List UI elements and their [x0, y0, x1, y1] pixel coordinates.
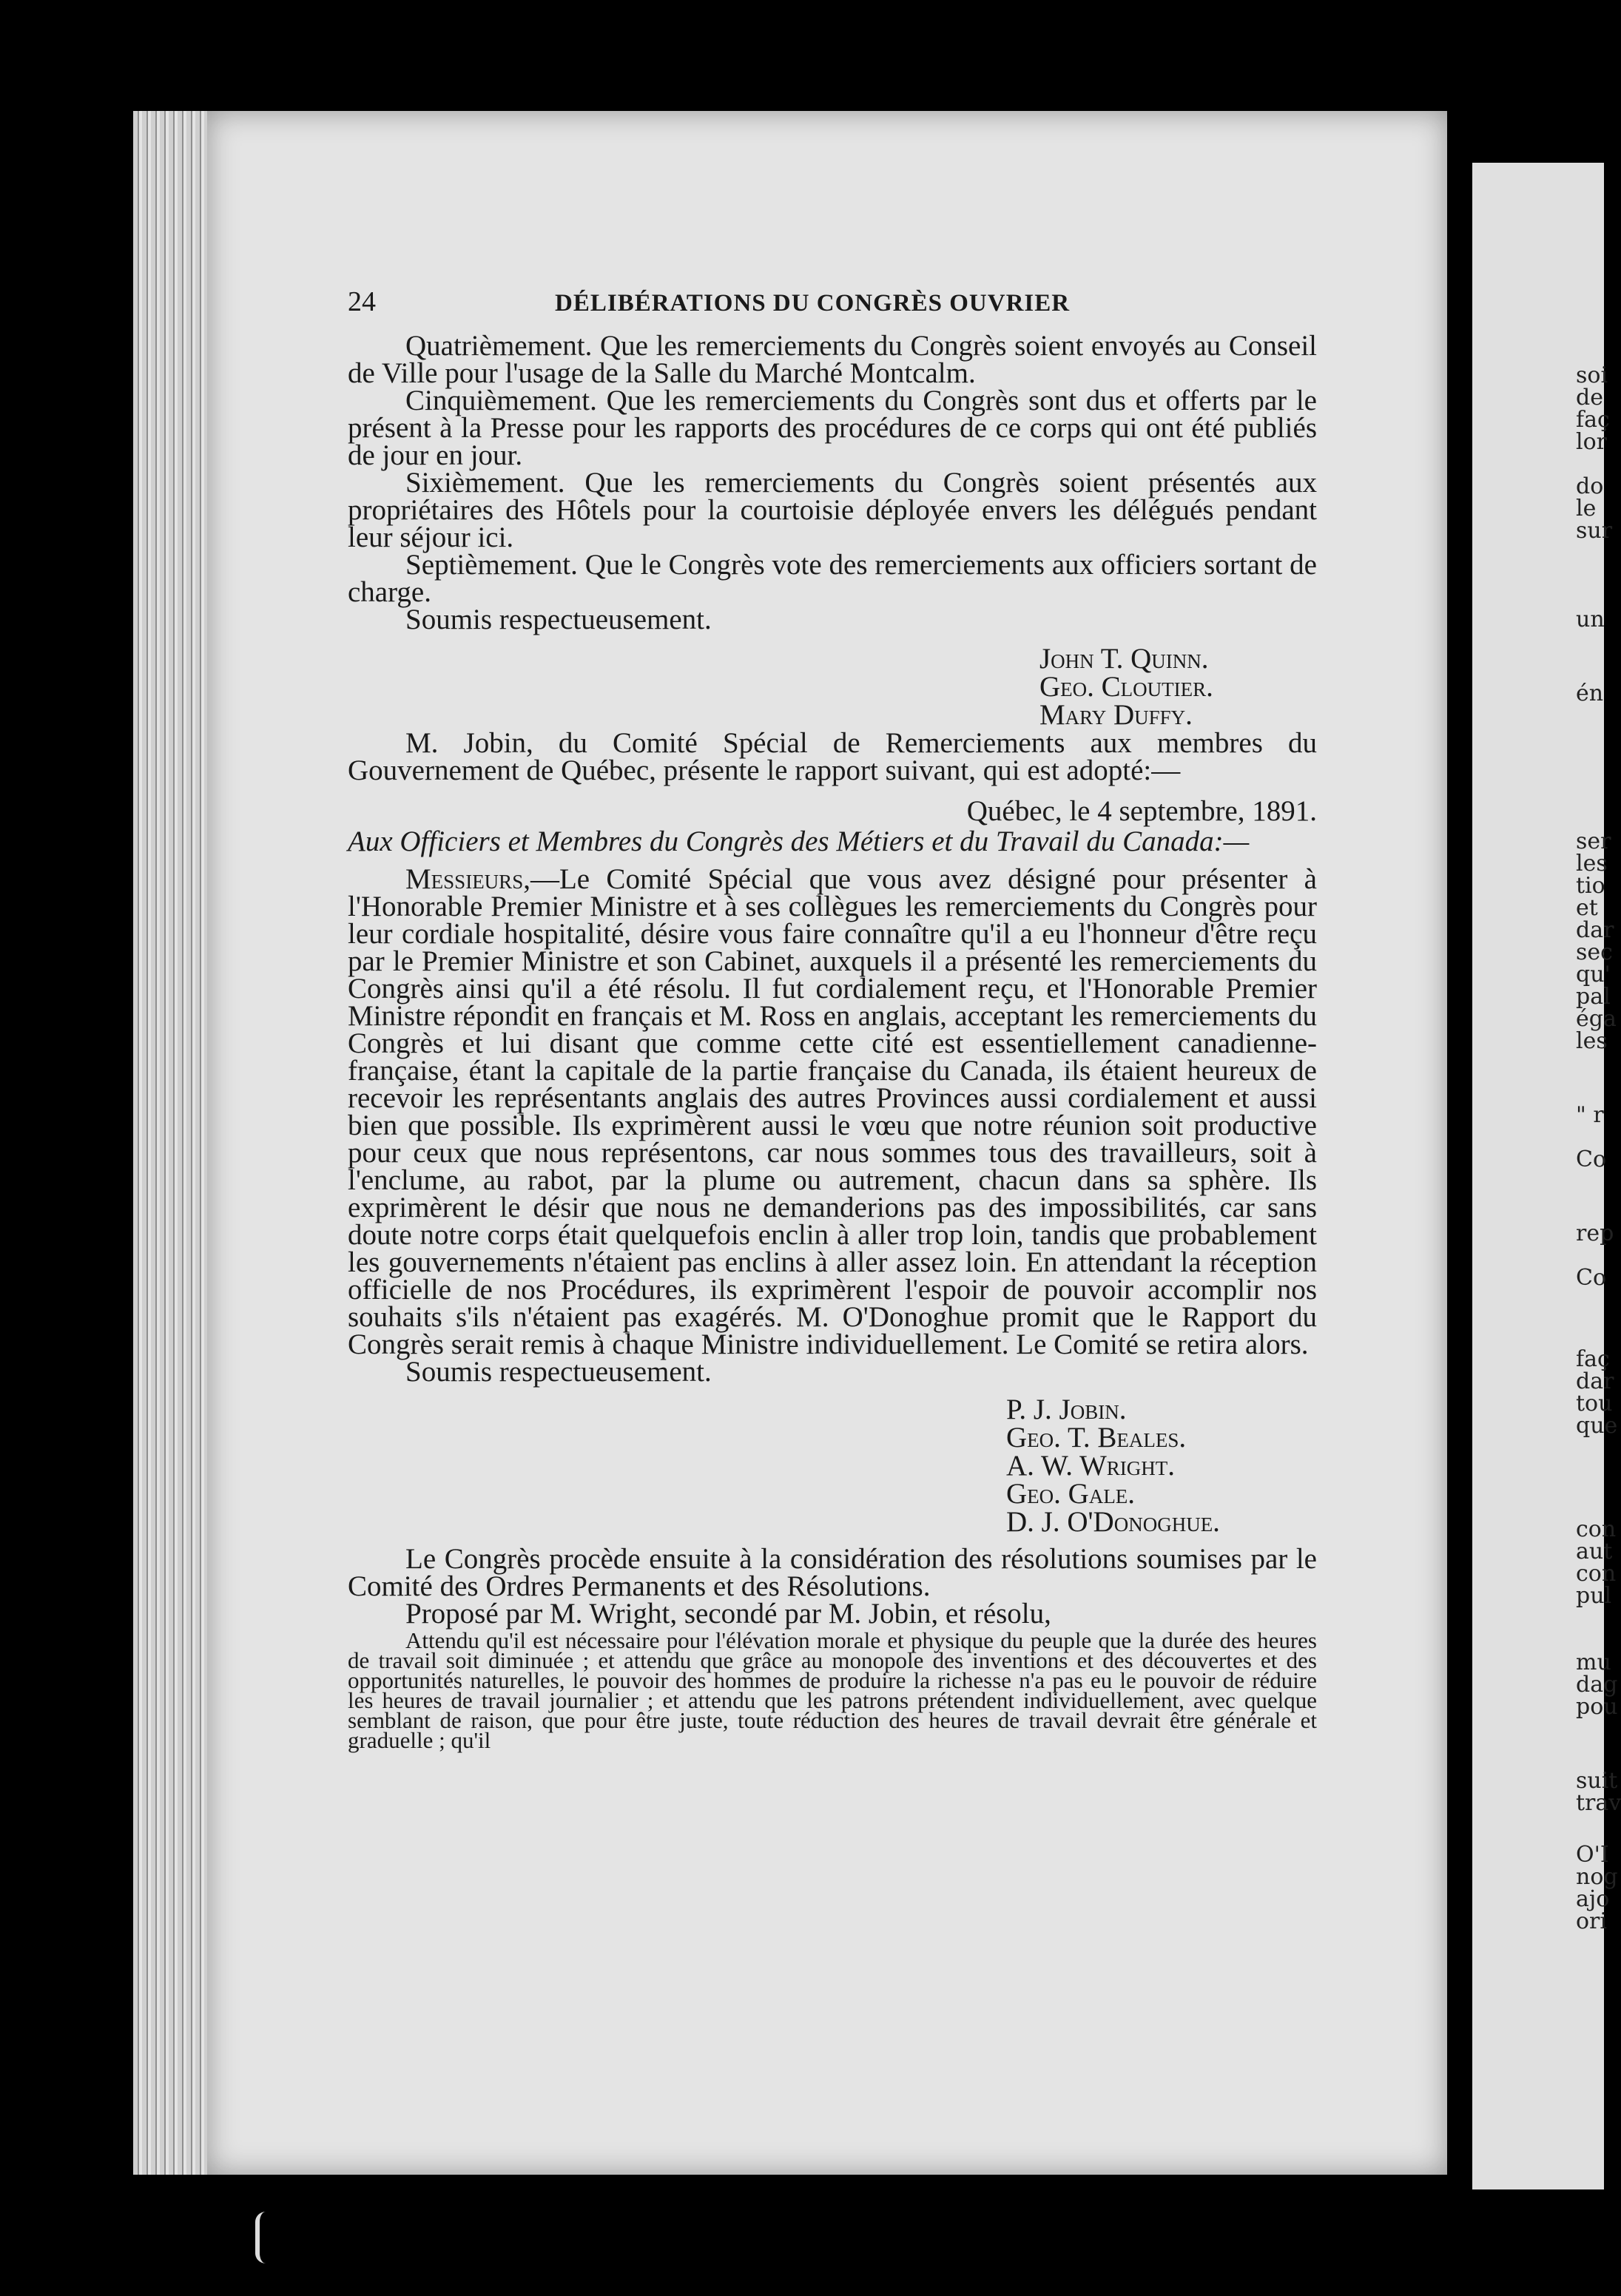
facing-page-fragment: pul	[1576, 1583, 1612, 1609]
signature-block-1	[348, 645, 1317, 729]
resolution-text: Attendu qu'il est nécessaire pour l'élévation morale et physique du peuple que la durée des heures de travail soit diminuée ; et attendu que grâce au monopole des inventions et des découvertes et des opportunités naturelles, le pouvoir des hommes de produire la richesse n'a pas eu le pouvoir de réduire les heures de travail journalier ; et attendu que les patrons prétendent individuellement, avec quelque semblant de raison, que pour être juste, toute réduction des heures de travail devrait être générale et graduelle ; qu'il	[348, 1627, 1317, 1753]
facing-page-fragment: sur	[1576, 518, 1613, 544]
facing-page-fragment: sec	[1576, 939, 1613, 965]
paragraph-5: Cinquièmement. Que les remerciements du Congrès sont dus et offerts par le présent à la Presse pour les rapports des procédures de ce corps qui ont été publiés de jour en jour.	[348, 385, 1317, 471]
closing-paragraph-1: Le Congrès procède ensuite à la considération des résolutions soumises par le Comité des Ordres Permanents et des Résolutions.	[348, 1543, 1317, 1602]
facing-page-fragment: faç	[1576, 1346, 1610, 1372]
facing-page-fragment: tio	[1576, 873, 1605, 899]
facing-page-fragment: pal	[1576, 984, 1611, 1010]
paragraph-6: Sixièmement. Que les remerciements du Congrès soient présentés aux propriétaires des Hôtels pour la courtoisie déployée envers les délégués pendant leur séjour ici.	[348, 467, 1317, 553]
facing-page-fragment: les	[1576, 851, 1608, 877]
facing-page-fragment: ori	[1576, 1908, 1607, 1934]
closing-paragraph-2: Proposé par M. Wright, secondé par M. Jobin, et résolu,	[405, 1598, 1051, 1630]
facing-page-fragment: ser	[1576, 828, 1611, 854]
salutation: Messieurs,	[405, 863, 530, 895]
facing-page-fragment: Co	[1576, 1265, 1607, 1291]
running-head: DÉLIBÉRATIONS DU CONGRÈS OUVRIER	[555, 290, 1071, 317]
facing-page-fragment: de	[1576, 385, 1603, 411]
facing-page-fragment: con	[1576, 1561, 1617, 1587]
scan-mark	[255, 2212, 266, 2263]
signature: Mary Duffy.	[1039, 699, 1193, 731]
intro-paragraph: M. Jobin, du Comité Spécial de Remerciements aux membres du Gouvernement de Québec, présente le rapport suivant, qui est adopté:—	[348, 727, 1317, 786]
signature: John T. Quinn.	[1039, 643, 1209, 675]
facing-page-fragment: qu'	[1576, 962, 1611, 987]
facing-page-fragment: aut	[1576, 1539, 1613, 1564]
signature: P. J. Jobin.	[1006, 1394, 1127, 1425]
date-line: Québec, le 4 septembre, 1891.	[966, 795, 1317, 827]
facing-page-fragment: le	[1576, 496, 1597, 521]
page-header	[348, 288, 1317, 317]
facing-page-fragment: " r	[1576, 1102, 1604, 1128]
facing-page-fragment: les	[1576, 1028, 1608, 1054]
facing-page-fragment: rep	[1576, 1220, 1614, 1246]
facing-page-fragment: faç	[1576, 407, 1610, 433]
facing-page-fragment: suit	[1576, 1768, 1618, 1794]
submitted-line-2: Soumis respectueusement.	[405, 1356, 712, 1388]
address-line: Aux Officiers et Membres du Congrès des Métiers et du Travail du Canada:—	[348, 825, 1250, 857]
facing-page-fragment: ajo	[1576, 1886, 1610, 1912]
facing-page-fragment: do	[1576, 473, 1604, 499]
facing-page-fragment: con	[1576, 1516, 1617, 1542]
facing-page-fragment: lor	[1576, 429, 1607, 455]
facing-page-fragment: soi	[1576, 362, 1608, 388]
facing-page-fragment: trav	[1576, 1790, 1621, 1816]
facing-page-fragment: O'I	[1576, 1842, 1609, 1868]
submitted-line-1: Soumis respectueusement.	[405, 604, 712, 635]
signature: Geo. Gale.	[1006, 1478, 1136, 1510]
facing-page-fragment: tou	[1576, 1391, 1613, 1417]
paragraph-7: Septièmement. Que le Congrès vote des remerciements aux officiers sortant de charge.	[348, 549, 1317, 608]
signature: D. J. O'Donoghue.	[1006, 1506, 1220, 1538]
page-number: 24	[348, 286, 376, 317]
facing-page-fragment: dar	[1576, 1368, 1614, 1394]
facing-page-fragment: que	[1576, 1413, 1618, 1439]
facing-page-fragment: pou	[1576, 1694, 1618, 1720]
facing-page-fragment: dag	[1576, 1672, 1618, 1698]
page-text	[348, 286, 1317, 1753]
facing-page-fragment: et	[1576, 895, 1598, 921]
paragraph-4: Quatrièmement. Que les remerciements du Congrès soient envoyés au Conseil de Ville pour l'usage de la Salle du Marché Montcalm.	[348, 330, 1317, 389]
signature-block-2	[348, 1396, 1317, 1536]
signature: A. W. Wright.	[1006, 1450, 1176, 1482]
facing-page-fragment: mu	[1576, 1650, 1611, 1675]
facing-page-fragment: Co	[1576, 1147, 1607, 1172]
signature: Geo. Cloutier.	[1039, 671, 1213, 703]
report-body	[348, 865, 1317, 1358]
facing-page-fragment: én	[1576, 681, 1604, 706]
report-text: —Le Comité Spécial que vous avez désigné pour présenter à l'Honorable Premier Ministre et à ses collègues les remerciements du Congrès pour leur cordiale hospitalité, désire vous faire connaître qu'il a eu l'honneur d'être reçu par le Premier Ministre et son Cabinet, auxquels il a présenté les remerciements du Congrès ainsi qu'il a été résolu. Il fut cordialement reçu, et l'Honorable Premier Ministre répondit en français et M. Ross en anglais, acceptant les remerciements du Congrès et lui disant que comme cette cité est essentiellement canadienne-française, étant la capitale de la partie française du Canada, ils étaient heureux de recevoir les représentants anglais des autres Provinces aussi cordialement et aussi bien que possible. Ils exprimèrent aussi le vœu que notre réunion soit productive pour ceux que nous représentons, car nous sommes tous des travailleurs, soit à l'enclume, au rabot, par la plume ou autrement, chacun dans sa sphère. Ils exprimèrent le désir que nous ne demanderions pas des impossibilités, car sans doute notre corps était quelquefois enclin à aller trop loin, tandis que probablement les gouvernements n'étaient pas enclins à aller assez loin. En attendant la réception officielle de nos Procédures, ils exprimèrent l'espoir de pouvoir accomplir nos souhaits s'ils n'étaient pas exagérés. M. O'Donoghue promit que le Rapport du Congrès serait remis à chaque Ministre individuellement. Le Comité se retira alors.	[348, 863, 1317, 1360]
facing-page-fragment: un	[1576, 607, 1605, 632]
facing-page	[1472, 163, 1621, 2189]
facing-page-fragment: éga	[1576, 1006, 1617, 1032]
signature: Geo. T. Beales.	[1006, 1422, 1187, 1453]
facing-page-fragment: nog	[1576, 1864, 1618, 1890]
facing-page-fragment: dar	[1576, 917, 1614, 943]
